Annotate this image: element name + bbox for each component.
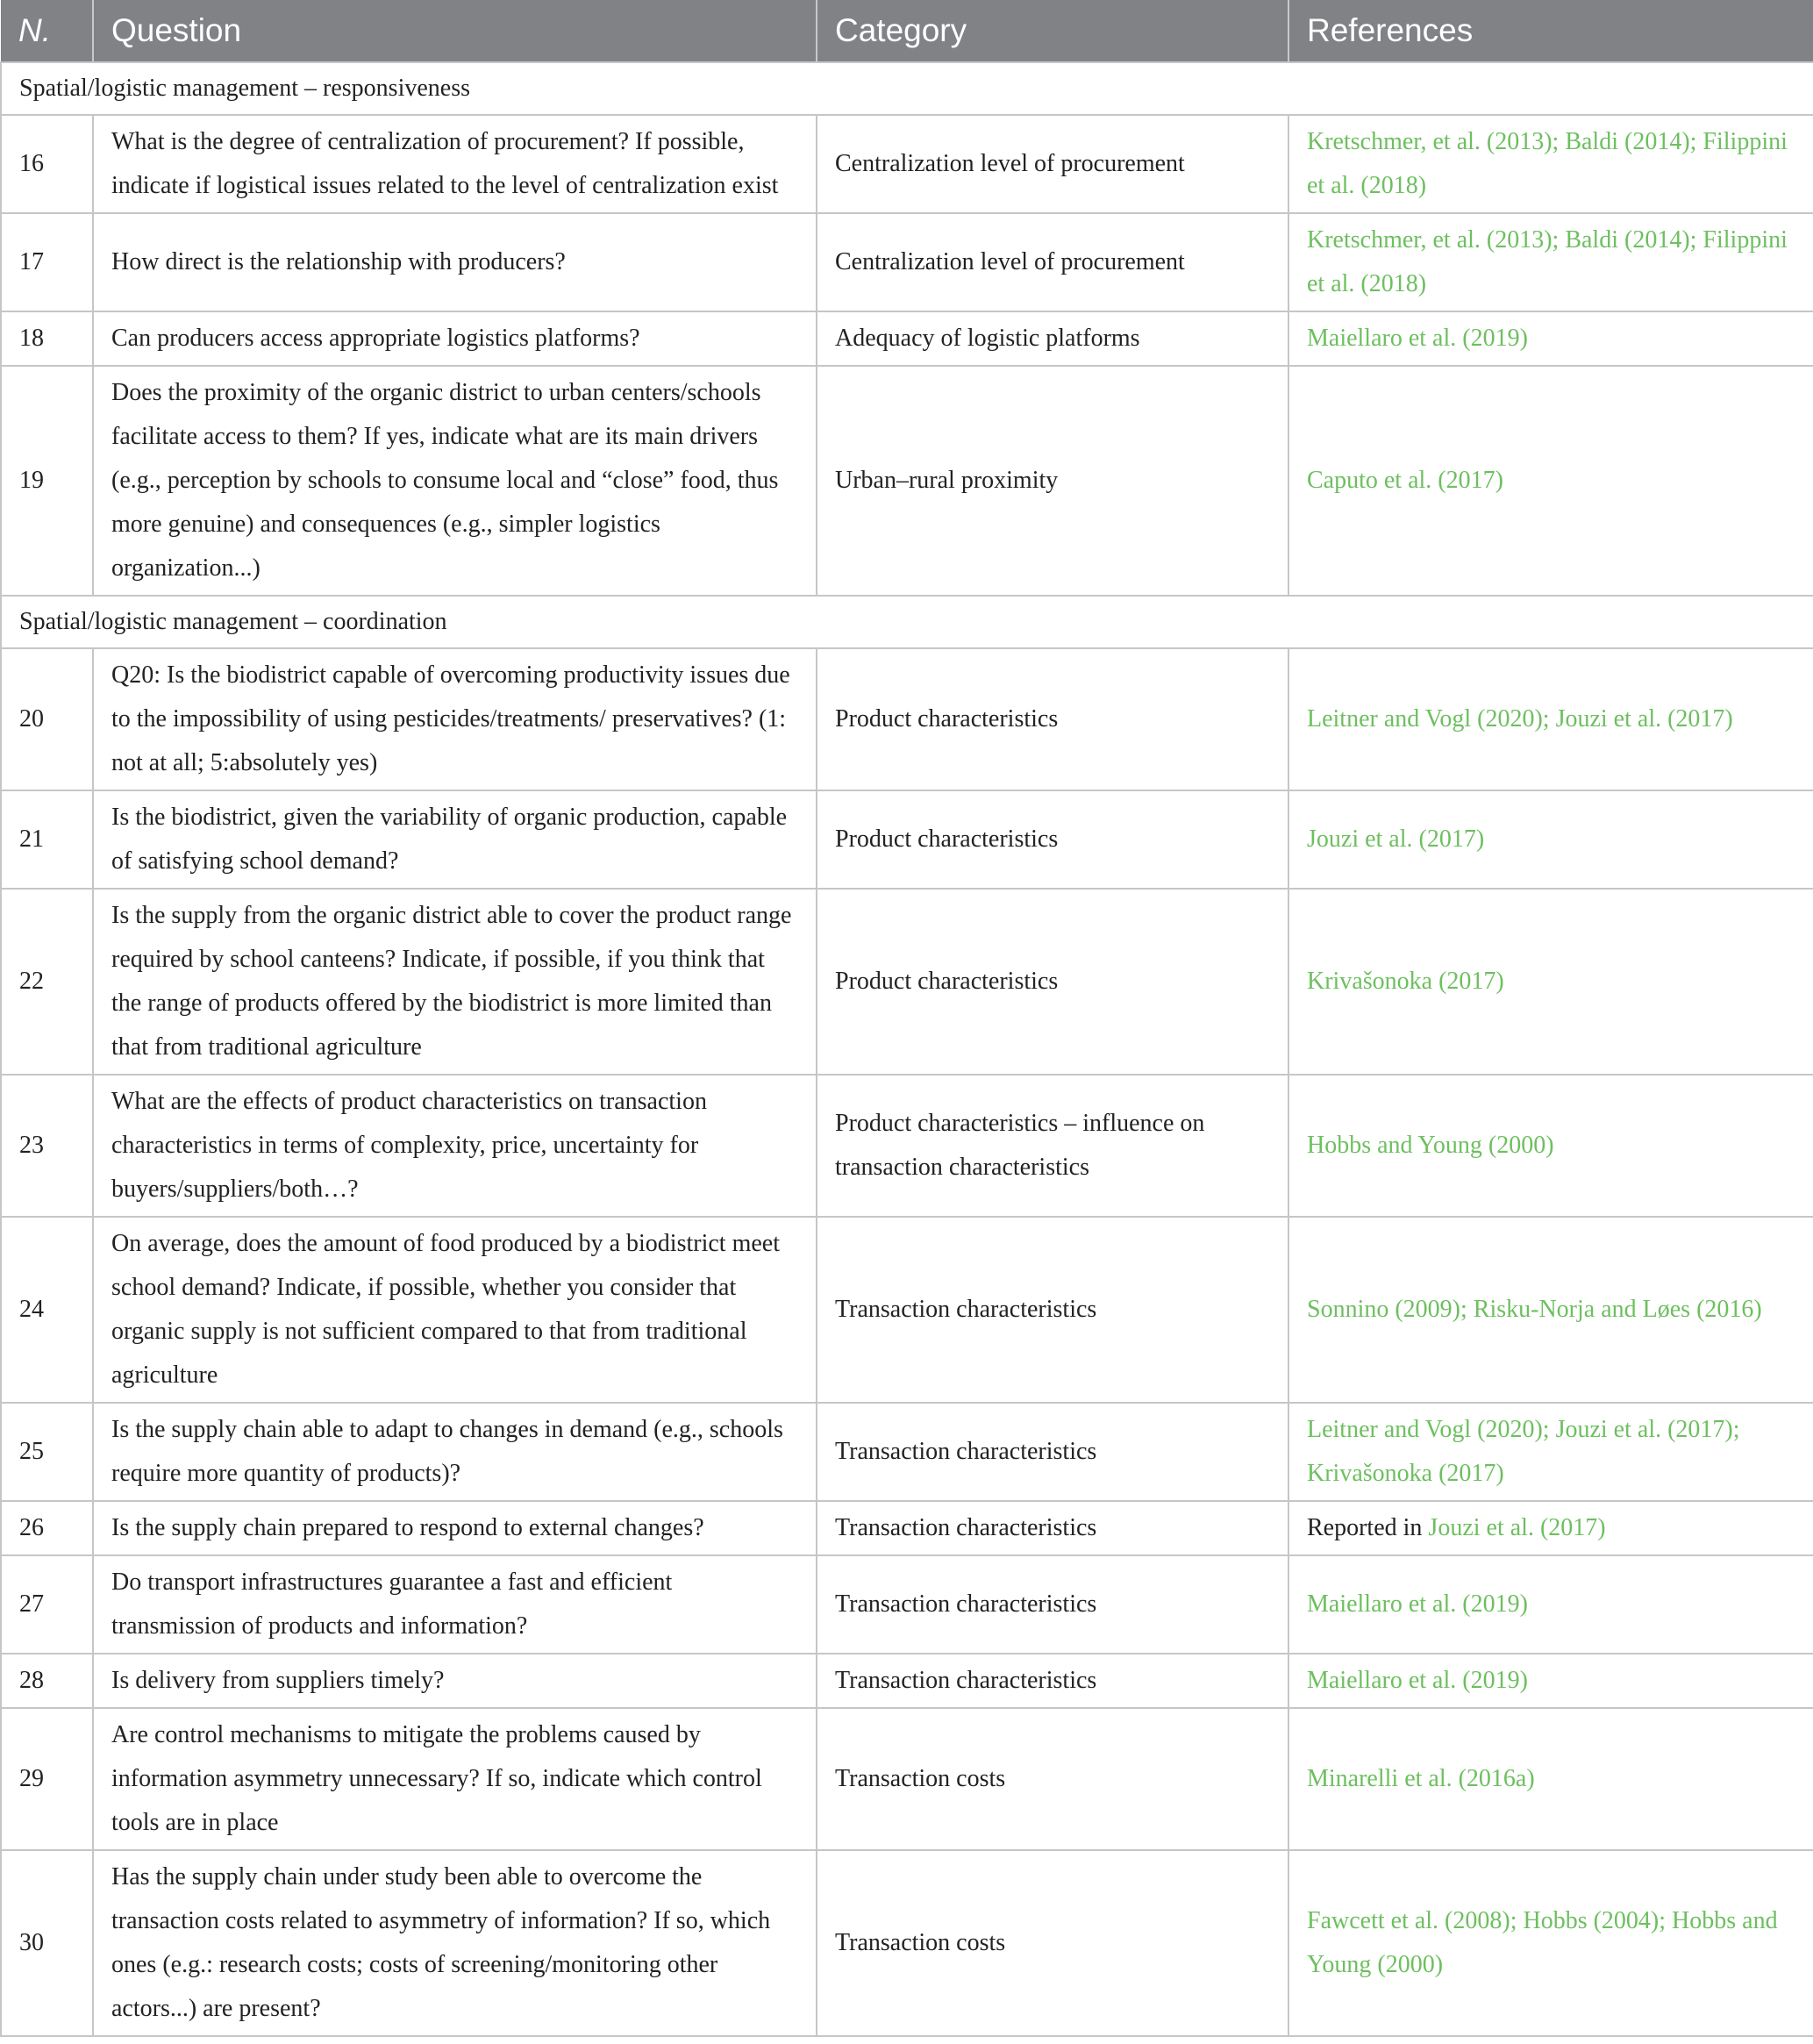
cell-references (1288, 790, 1813, 889)
cell-category: Urban–rural proximity (817, 366, 1288, 596)
reference-link[interactable]: Kretschmer, et al. (2013); Baldi (2014); Filippini et al. (2018) (1307, 226, 1788, 297)
cell-number: 24 (1, 1217, 93, 1403)
cell-question: Are control mechanisms to mitigate the problems caused by information asymmetry unnecessary? If so, indicate which control tools are in place (93, 1708, 817, 1850)
cell-number: 20 (1, 648, 93, 790)
header-references: References (1288, 0, 1813, 62)
reference-link[interactable]: Jouzi et al. (2017) (1307, 825, 1485, 853)
table-row (1, 1708, 1813, 1850)
cell-question: How direct is the relationship with producers? (93, 213, 817, 311)
section-row (1, 62, 1813, 115)
reference-link[interactable]: Leitner and Vogl (2020); Jouzi et al. (2017); Krivašonoka (2017) (1307, 1416, 1740, 1487)
cell-number: 30 (1, 1850, 93, 2036)
cell-references (1288, 1708, 1813, 1850)
cell-category: Transaction characteristics (817, 1555, 1288, 1654)
reference-link[interactable]: Krivašonoka (2017) (1307, 968, 1504, 995)
cell-number: 21 (1, 790, 93, 889)
reference-link[interactable]: Kretschmer, et al. (2013); Baldi (2014); Filippini et al. (2018) (1307, 128, 1788, 199)
cell-number: 18 (1, 311, 93, 366)
reference-link[interactable]: Fawcett et al. (2008); Hobbs (2004); Hobbs and Young (2000) (1307, 1907, 1778, 1978)
table-row (1, 1654, 1813, 1708)
cell-number: 27 (1, 1555, 93, 1654)
table-body (1, 62, 1813, 2036)
cell-category: Centralization level of procurement (817, 115, 1288, 213)
cell-category: Product characteristics (817, 648, 1288, 790)
cell-category: Product characteristics (817, 889, 1288, 1075)
cell-number: 28 (1, 1654, 93, 1708)
cell-category: Transaction characteristics (817, 1501, 1288, 1555)
table-row (1, 1403, 1813, 1501)
cell-number: 23 (1, 1075, 93, 1217)
cell-question: On average, does the amount of food produced by a biodistrict meet school demand? Indicate, if possible, whether you consider that organic supply is not sufficient compared to that from traditional agriculture (93, 1217, 817, 1403)
table-row (1, 366, 1813, 596)
cell-references (1288, 366, 1813, 596)
cell-references (1288, 1501, 1813, 1555)
section-title: Spatial/logistic management – coordination (1, 596, 1813, 648)
cell-question: Does the proximity of the organic district to urban centers/schools facilitate access to them? If yes, indicate what are its main drivers (e.g., perception by schools to consume local and “close” food, thus more genuine) and consequences (e.g., simpler logistics organization...) (93, 366, 817, 596)
cell-references (1288, 889, 1813, 1075)
cell-references (1288, 213, 1813, 311)
cell-question: Is the supply chain able to adapt to changes in demand (e.g., schools require more quantity of products)? (93, 1403, 817, 1501)
header-number: N. (1, 0, 93, 62)
cell-references (1288, 1555, 1813, 1654)
header-question: Question (93, 0, 817, 62)
reference-link[interactable]: Sonnino (2009); Risku-Norja and Løes (2016) (1307, 1296, 1762, 1323)
reference-link[interactable]: Minarelli et al. (2016a) (1307, 1765, 1535, 1792)
section-title: Spatial/logistic management – responsiveness (1, 62, 1813, 115)
cell-category: Transaction characteristics (817, 1217, 1288, 1403)
table-row (1, 1501, 1813, 1555)
cell-references (1288, 1217, 1813, 1403)
cell-category: Transaction characteristics (817, 1654, 1288, 1708)
cell-question: What are the effects of product characteristics on transaction characteristics in terms of complexity, price, uncertainty for buyers/suppliers/both…? (93, 1075, 817, 1217)
table-row (1, 1555, 1813, 1654)
cell-category: Adequacy of logistic platforms (817, 311, 1288, 366)
cell-number: 22 (1, 889, 93, 1075)
cell-references (1288, 115, 1813, 213)
cell-number: 25 (1, 1403, 93, 1501)
table-row (1, 311, 1813, 366)
cell-references (1288, 1850, 1813, 2036)
table-row (1, 115, 1813, 213)
cell-category: Transaction costs (817, 1850, 1288, 2036)
reference-link[interactable]: Maiellaro et al. (2019) (1307, 1667, 1528, 1694)
cell-number: 29 (1, 1708, 93, 1850)
cell-question: Q20: Is the biodistrict capable of overcoming productivity issues due to the impossibility of using pesticides/treatments/ preservatives? (1: not at all; 5:absolutely yes) (93, 648, 817, 790)
cell-category: Product characteristics – influence on transaction characteristics (817, 1075, 1288, 1217)
cell-number: 19 (1, 366, 93, 596)
cell-category: Transaction characteristics (817, 1403, 1288, 1501)
reference-link[interactable]: Maiellaro et al. (2019) (1307, 325, 1528, 352)
header-category: Category (817, 0, 1288, 62)
table-row (1, 790, 1813, 889)
cell-category: Centralization level of procurement (817, 213, 1288, 311)
table-row (1, 1217, 1813, 1403)
cell-question: Has the supply chain under study been able to overcome the transaction costs related to asymmetry of information? If so, which ones (e.g.: research costs; costs of screening/monitoring other actors...) are present? (93, 1850, 817, 2036)
cell-question: Is the biodistrict, given the variability of organic production, capable of satisfying school demand? (93, 790, 817, 889)
cell-category: Product characteristics (817, 790, 1288, 889)
reference-link[interactable]: Leitner and Vogl (2020); Jouzi et al. (2017) (1307, 705, 1733, 733)
cell-references (1288, 1403, 1813, 1501)
cell-question: What is the degree of centralization of procurement? If possible, indicate if logistical issues related to the level of centralization exist (93, 115, 817, 213)
table-row (1, 889, 1813, 1075)
table-row (1, 213, 1813, 311)
cell-question: Is the supply chain prepared to respond to external changes? (93, 1501, 817, 1555)
table-row (1, 1850, 1813, 2036)
section-row (1, 596, 1813, 648)
reference-link[interactable]: Caputo et al. (2017) (1307, 467, 1503, 494)
reference-link[interactable]: Maiellaro et al. (2019) (1307, 1590, 1528, 1618)
cell-number: 17 (1, 213, 93, 311)
cell-category: Transaction costs (817, 1708, 1288, 1850)
cell-question: Can producers access appropriate logistics platforms? (93, 311, 817, 366)
cell-question: Do transport infrastructures guarantee a fast and efficient transmission of products and information? (93, 1555, 817, 1654)
reference-prefix: Reported in (1307, 1514, 1429, 1541)
cell-number: 16 (1, 115, 93, 213)
cell-references (1288, 1654, 1813, 1708)
table-row (1, 648, 1813, 790)
cell-question: Is delivery from suppliers timely? (93, 1654, 817, 1708)
reference-link[interactable]: Jouzi et al. (2017) (1428, 1514, 1606, 1541)
table-row (1, 1075, 1813, 1217)
reference-link[interactable]: Hobbs and Young (2000) (1307, 1132, 1554, 1159)
cell-number: 26 (1, 1501, 93, 1555)
cell-references (1288, 648, 1813, 790)
table-header (1, 0, 1813, 62)
cell-references (1288, 311, 1813, 366)
cell-question: Is the supply from the organic district able to cover the product range required by school canteens? Indicate, if possible, if you think that the range of products offered by the biodistrict is more limited than that from traditional agriculture (93, 889, 817, 1075)
cell-references (1288, 1075, 1813, 1217)
